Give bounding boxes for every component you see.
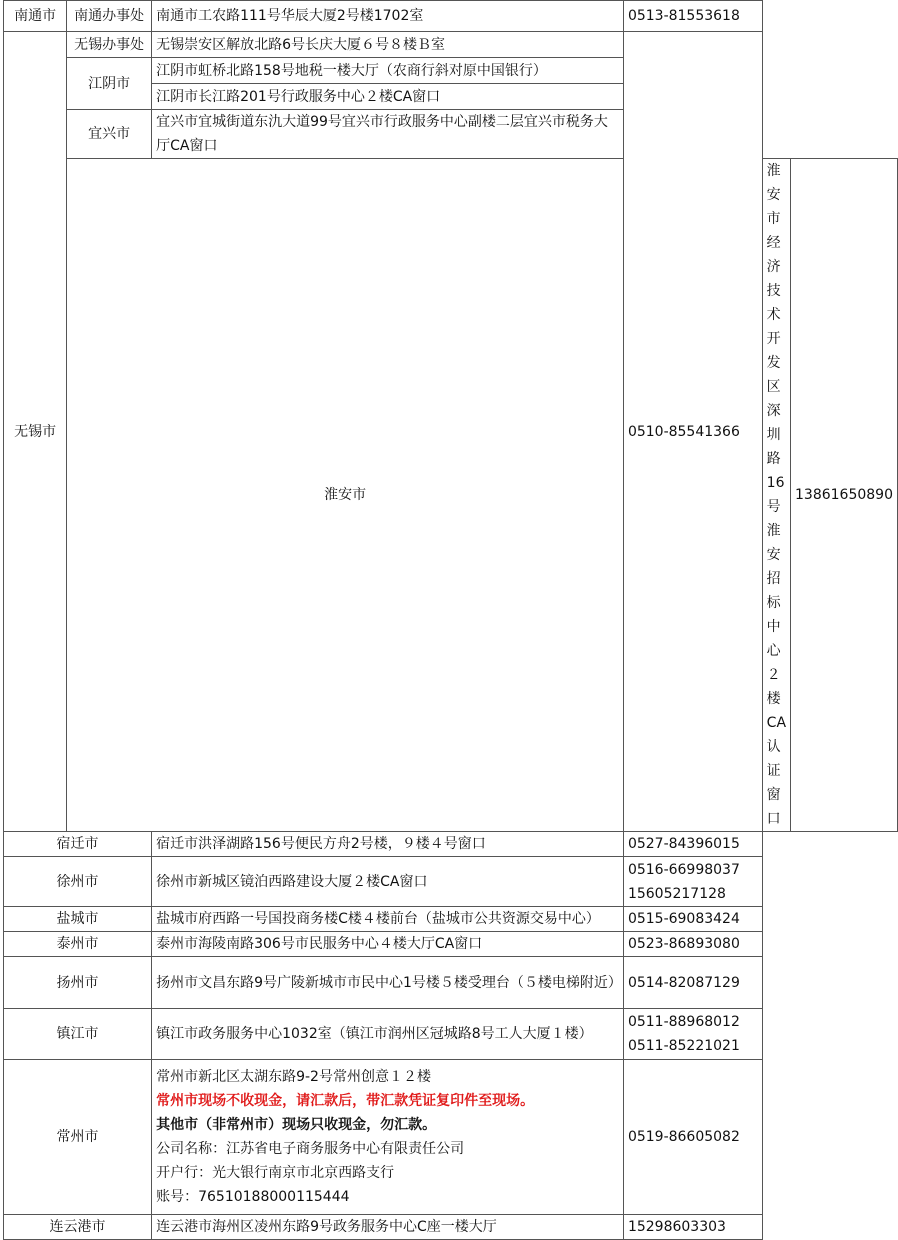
address-cell: 江阴市虹桥北路158号地税一楼大厅（农商行斜对原中国银行） [152, 58, 624, 84]
phone-cell: 15298603303 [623, 1215, 762, 1240]
table-row [4, 932, 898, 957]
office-cell: 无锡办事处 [67, 32, 152, 58]
city-cell: 扬州市 [4, 957, 152, 1009]
phone-cell: 0527-84396015 [623, 832, 762, 857]
phone-cell: 0515-69083424 [623, 907, 762, 932]
address-cell: 南通市工农路111号华辰大厦2号楼1702室 [152, 1, 624, 32]
company-name-line: 公司名称：江苏省电子商务服务中心有限责任公司 [156, 1141, 465, 1157]
city-cell: 镇江市 [4, 1009, 152, 1060]
table-row [4, 907, 898, 932]
city-cell: 无锡市 [4, 32, 67, 832]
subcity-cell: 江阴市 [67, 58, 152, 110]
account-line: 账号：76510188000115444 [156, 1189, 350, 1205]
city-cell: 宿迁市 [4, 832, 152, 857]
phone-cell [623, 857, 762, 907]
city-cell: 徐州市 [4, 857, 152, 907]
city-cell: 常州市 [4, 1060, 152, 1215]
phone-cell: 13861650890 [791, 159, 898, 832]
payment-notice: 其他市（非常州市）现场只收现金，勿汇款。 [156, 1117, 437, 1133]
address-cell: 无锡崇安区解放北路6号长庆大厦６号８楼Ｂ室 [152, 32, 624, 58]
table-row [4, 1, 898, 32]
address-cell: 宿迁市洪泽湖路156号便民方舟2号楼，９楼４号窗口 [152, 832, 624, 857]
city-cell: 淮安市 [67, 159, 624, 832]
bank-line: 开户行：光大银行南京市北京西路支行 [156, 1165, 395, 1181]
table-row [4, 1215, 898, 1240]
address-cell: 镇江市政务服务中心1032室（镇江市润州区冠城路8号工人大厦１楼） [152, 1009, 624, 1060]
address-cell: 徐州市新城区镜泊西路建设大厦２楼CA窗口 [152, 857, 624, 907]
address-cell: 连云港市海州区凌州东路9号政务服务中心C座一楼大厅 [152, 1215, 624, 1240]
phone-cell: 0513-81553618 [623, 1, 762, 32]
address-cell: 淮安市经济技术开发区深圳路16号淮安招标中心２楼CA认证窗口 [762, 159, 790, 832]
address-cell: 江阴市长江路201号行政服务中心２楼CA窗口 [152, 84, 624, 110]
phone-cell [623, 1009, 762, 1060]
address-cell: 盐城市府西路一号国投商务楼C楼４楼前台（盐城市公共资源交易中心） [152, 907, 624, 932]
phone-cell: 0514-82087129 [623, 957, 762, 1009]
office-table [3, 0, 898, 1240]
phone-line: 0516-66998037 [627, 861, 740, 878]
table-row [4, 1060, 898, 1215]
subcity-cell: 宜兴市 [67, 110, 152, 159]
phone-cell: 0519-86605082 [623, 1060, 762, 1215]
table-row [4, 32, 898, 58]
phone-line: 15605217128 [627, 885, 726, 902]
payment-warning: 常州市现场不收现金，请汇款后，带汇款凭证复印件至现场。 [156, 1093, 535, 1109]
address-line: 常州市新北区太湖东路9-2号常州创意１２楼 [156, 1069, 431, 1085]
phone-line: 0511-88968012 [627, 1014, 740, 1030]
table-row [4, 957, 898, 1009]
table-row [4, 1009, 898, 1060]
address-cell: 扬州市文昌东路9号广陵新城市市民中心1号楼５楼受理台（５楼电梯附近） [152, 957, 624, 1009]
address-cell: 泰州市海陵南路306号市民服务中心４楼大厅CA窗口 [152, 932, 624, 957]
office-cell: 南通办事处 [67, 1, 152, 32]
phone-cell: 0510-85541366 [623, 32, 762, 832]
table-row [4, 857, 898, 907]
address-cell [152, 1060, 624, 1215]
address-cell: 宜兴市宜城街道东氿大道99号宜兴市行政服务中心副楼二层宜兴市税务大厅CA窗口 [152, 110, 624, 159]
city-cell: 盐城市 [4, 907, 152, 932]
table-row [4, 832, 898, 857]
city-cell: 泰州市 [4, 932, 152, 957]
table-row [4, 159, 898, 832]
table-row [4, 110, 898, 159]
table-row [4, 58, 898, 84]
phone-line: 0511-85221021 [627, 1038, 740, 1054]
city-cell: 南通市 [4, 1, 67, 32]
city-cell: 连云港市 [4, 1215, 152, 1240]
phone-cell: 0523-86893080 [623, 932, 762, 957]
